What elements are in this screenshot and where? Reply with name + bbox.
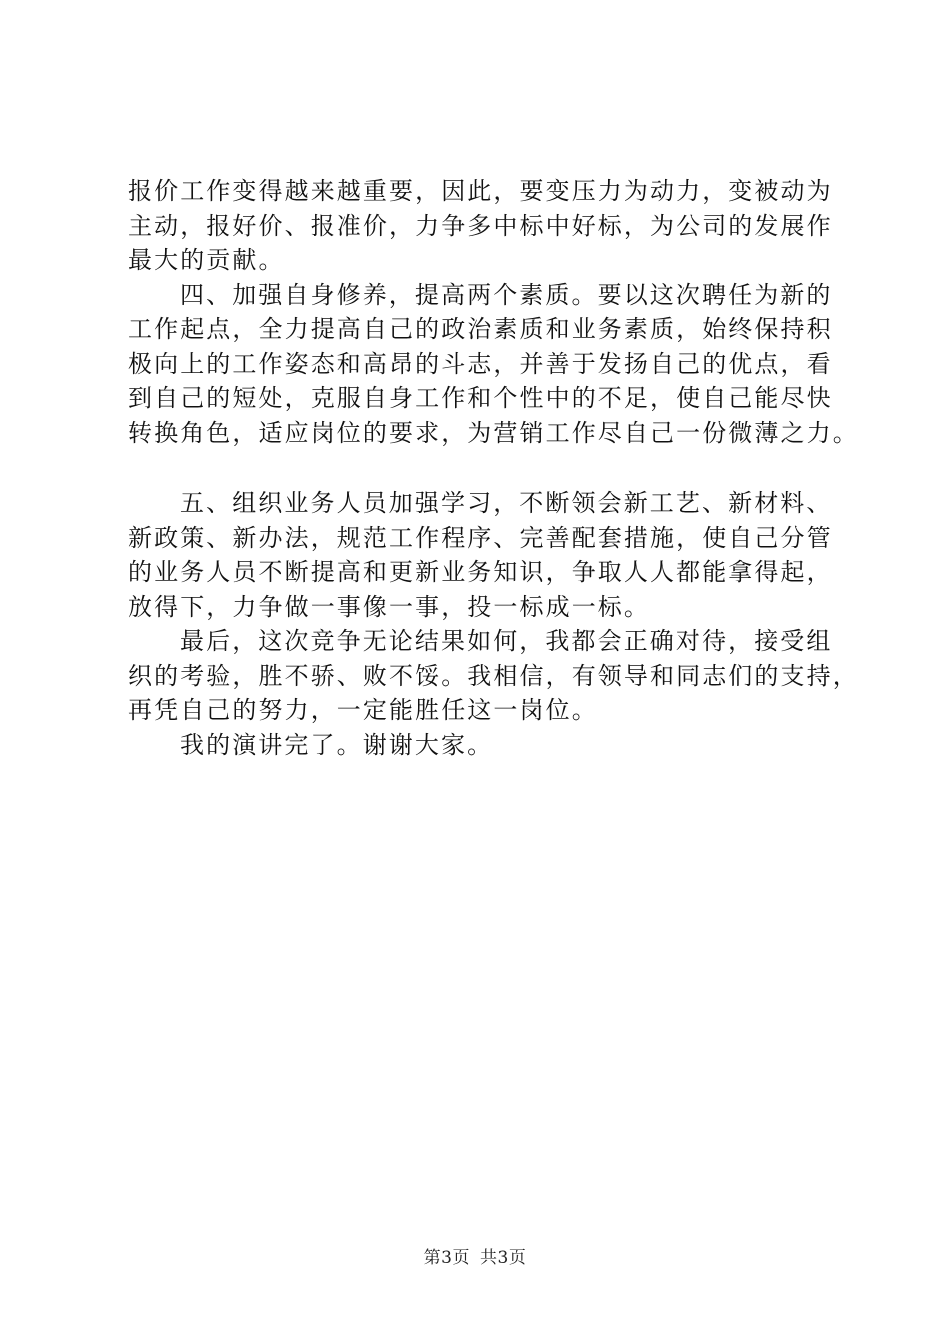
paragraph-gap — [128, 450, 838, 486]
page-number: 第3页 — [423, 1248, 470, 1268]
paragraph-start-line: 最后，这次竞争无论结果如何，我都会正确对待，接受组 — [180, 627, 833, 655]
text-line: 到自己的短处，克服自身工作和个性中的不足，使自己能尽快 — [128, 384, 833, 412]
text-line: 织的考验，胜不骄、败不馁。我相信，有领导和同志们的支持， — [128, 661, 859, 690]
text-line: 新政策、新办法，规范工作程序、完善配套措施，使自己分管 — [128, 523, 833, 552]
paragraph-start-line: 五、组织业务人员加强学习，不断领会新工艺、新材料、 — [180, 489, 833, 517]
text-line: 放得下，力争做一事像一事，投一标成一标。 — [128, 592, 650, 621]
paragraph-start-line: 四、加强自身修养，提高两个素质。要以这次聘任为新的 — [180, 280, 833, 309]
text-line: 报价工作变得越来越重要，因此，要变压力为动力，变被动为 — [128, 177, 833, 205]
text-line: 主动，报好价、报准价，力争多中标中好标，为公司的发展作 — [128, 211, 833, 240]
text-line: 极向上的工作姿态和高昂的斗志，并善于发扬自己的优点，看 — [128, 349, 833, 378]
document-body — [128, 174, 859, 762]
text-line: 再凭自己的努力，一定能胜任这一岗位。 — [128, 696, 598, 724]
text-line: 转换角色，适应岗位的要求，为营销工作尽自己一份微薄之力。 — [128, 418, 859, 447]
page-total: 共3页 — [480, 1248, 527, 1268]
page-footer — [0, 1243, 950, 1268]
text-line: 的业务人员不断提高和更新业务知识，争取人人都能拿得起， — [128, 558, 833, 586]
text-line: 最大的贡献。 — [128, 246, 285, 274]
text-line: 工作起点，全力提高自己的政治素质和业务素质，始终保持积 — [128, 315, 833, 343]
paragraph-start-line: 我的演讲完了。谢谢大家。 — [180, 730, 494, 759]
